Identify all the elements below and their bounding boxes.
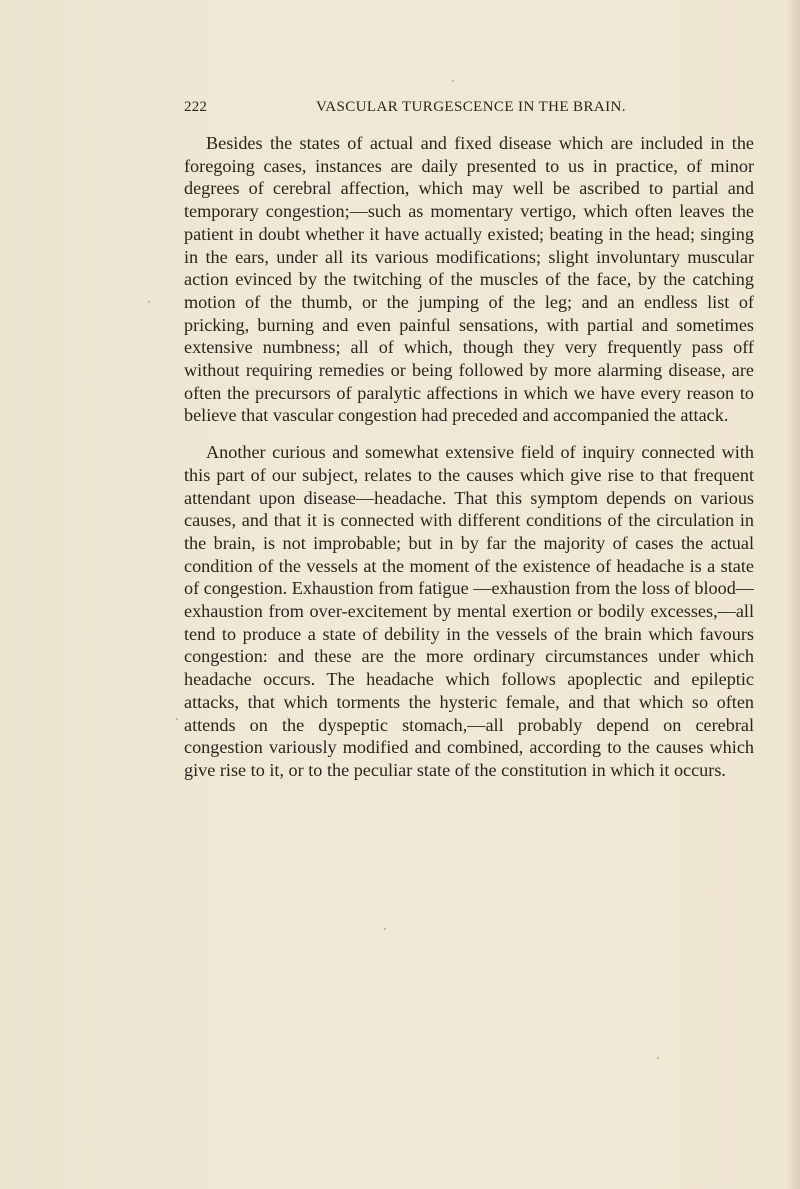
body-text xyxy=(184,132,754,782)
running-title: VASCULAR TURGESCENCE IN THE BRAIN. xyxy=(316,99,626,115)
paper-speck xyxy=(176,718,178,720)
page-number: 222 xyxy=(184,99,208,115)
paper-speck xyxy=(148,301,150,303)
running-head xyxy=(184,99,754,121)
paragraph: Besides the states of actual and fixed disease which are included in the foregoing cases, instances are daily presented to us in practice, of minor degrees of cerebral affection, which may well be ascribed to partial and temporary congestion;—such as momentary vertigo, which often leaves the patient in doubt whether it have actually existed; beating in the head; singing in the ears, under all its various modifications; slight involuntary muscular action evinced by the twitching of the muscles of the face, by the catching motion of the thumb, or the jumping of the leg; and an endless list of pricking, burning and even painful sensations, with partial and sometimes extensive numbness; all of which, though they very frequently pass off without requiring remedies or being followed by more alarming disease, are often the precursors of paralytic affections in which we have every reason to believe that vascular congestion had preceded and accompanied the attack. xyxy=(184,133,754,426)
paper-speck xyxy=(384,928,386,930)
paragraph: Another curious and somewhat extensive field of inquiry connected with this part of our subject, relates to the causes which give rise to that frequent attendant upon disease—headache. That this symptom depends on various causes, and that it is connected with different conditions of the circulation in the brain, is not improbable; but in by far the majority of cases the actual condition of the vessels at the moment of the existence of headache is a state of congestion. Exhaustion from fatigue —exhaustion from the loss of blood—exhaustion from over-excitement by mental exertion or bodily excesses,—all tend to produce a state of debility in the vessels of the brain which favours congestion: and these are the more ordinary circumstances under which headache occurs. The headache which follows apoplectic and epileptic attacks, that which torments the hysteric female, and that which so often attends on the dyspeptic stomach,—all probably depend on cerebral congestion variously modified and combined, according to the causes which give rise to it, or to the peculiar state of the constitution in which it occurs. xyxy=(184,442,754,780)
paper-speck xyxy=(452,80,454,82)
paper-speck xyxy=(657,1057,659,1059)
page-edge-shadow xyxy=(786,0,800,1189)
